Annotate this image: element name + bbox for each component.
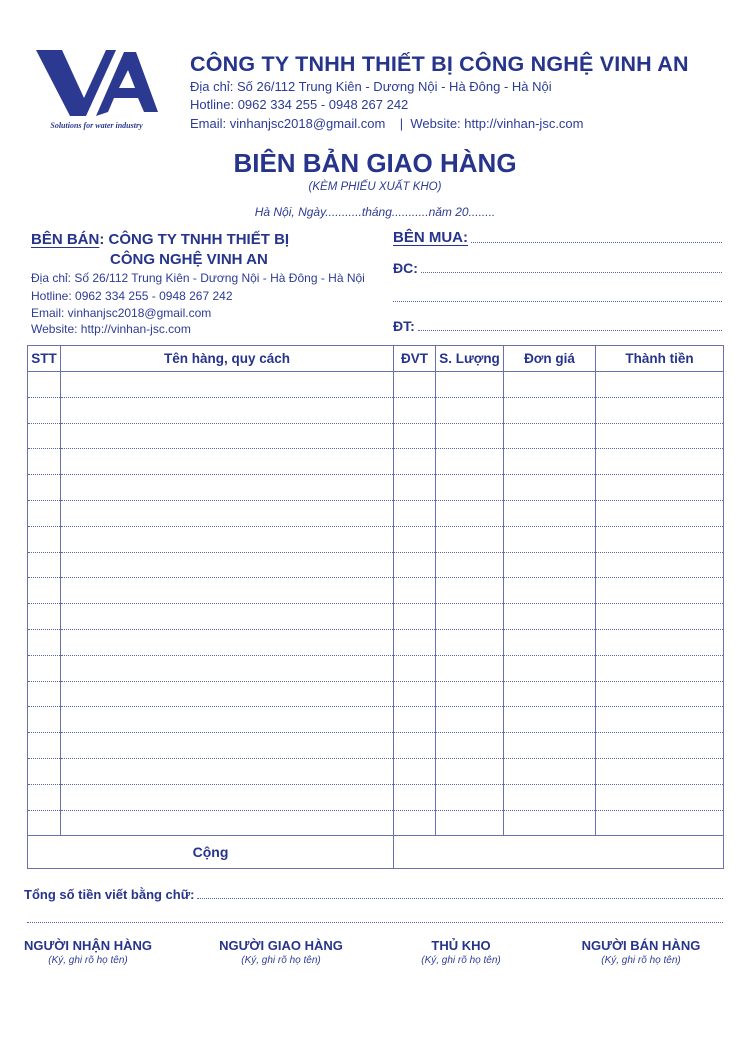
amount-cell[interactable] [596, 552, 724, 578]
stt-cell[interactable] [28, 449, 61, 475]
table-row [28, 733, 724, 759]
amount-cell[interactable] [596, 655, 724, 681]
date-line: Hà Nội, Ngày...........tháng...........năm 20........ [254, 205, 496, 219]
total-label: Cộng [28, 836, 394, 869]
document-title: BIÊN BẢN GIAO HÀNG [233, 148, 517, 178]
unit-price-cell[interactable] [504, 681, 596, 707]
unit-price-cell[interactable] [504, 500, 596, 526]
item-name-cell[interactable] [61, 449, 394, 475]
item-name-cell[interactable] [61, 681, 394, 707]
stt-cell[interactable] [28, 397, 61, 423]
table-header-row [28, 346, 724, 372]
seller-label: BÊN BÁN [31, 231, 100, 248]
signature-note: (Ký, ghi rõ họ tên) [241, 955, 321, 966]
unit-price-cell[interactable] [504, 810, 596, 836]
col-header-unit-price: Đơn giá [504, 346, 596, 372]
quantity-cell[interactable] [436, 733, 504, 759]
quantity-cell[interactable] [436, 758, 504, 784]
table-row [28, 500, 724, 526]
amount-cell[interactable] [596, 475, 724, 501]
col-header-unit: ĐVT [394, 346, 436, 372]
stt-cell[interactable] [28, 500, 61, 526]
unit-price-cell[interactable] [504, 526, 596, 552]
unit-cell[interactable] [394, 423, 436, 449]
unit-cell[interactable] [394, 733, 436, 759]
item-name-cell[interactable] [61, 552, 394, 578]
unit-cell[interactable] [394, 629, 436, 655]
unit-cell[interactable] [394, 526, 436, 552]
item-name-cell[interactable] [61, 758, 394, 784]
stt-cell[interactable] [28, 707, 61, 733]
quantity-cell[interactable] [436, 655, 504, 681]
stt-cell[interactable] [28, 578, 61, 604]
seller-hotline: Hotline: 0962 334 255 - 0948 267 242 [31, 289, 233, 303]
unit-price-cell[interactable] [504, 707, 596, 733]
item-name-cell[interactable] [61, 372, 394, 398]
table-row [28, 372, 724, 398]
stt-cell[interactable] [28, 629, 61, 655]
item-name-cell[interactable] [61, 526, 394, 552]
quantity-cell[interactable] [436, 578, 504, 604]
stt-cell[interactable] [28, 604, 61, 630]
unit-cell[interactable] [394, 655, 436, 681]
unit-cell[interactable] [394, 552, 436, 578]
stt-cell[interactable] [28, 733, 61, 759]
table-row [28, 604, 724, 630]
buyer-address-label: ĐC: [393, 260, 418, 276]
stt-cell[interactable] [28, 758, 61, 784]
company-tagline: Solutions for water industry [50, 121, 143, 130]
unit-cell[interactable] [394, 810, 436, 836]
amount-in-words-field[interactable] [24, 887, 723, 902]
item-name-cell[interactable] [61, 604, 394, 630]
unit-cell[interactable] [394, 475, 436, 501]
item-name-cell[interactable] [61, 500, 394, 526]
signature-warehouse-keeper [376, 938, 546, 966]
buyer-label: BÊN MUA: [393, 229, 468, 246]
unit-price-cell[interactable] [504, 372, 596, 398]
unit-price-cell[interactable] [504, 629, 596, 655]
unit-cell[interactable] [394, 449, 436, 475]
unit-cell[interactable] [394, 604, 436, 630]
unit-price-cell[interactable] [504, 604, 596, 630]
table-row [28, 681, 724, 707]
col-header-quantity: S. Lượng [436, 346, 504, 372]
table-row [28, 423, 724, 449]
va-logo-icon [34, 48, 159, 120]
quantity-cell[interactable] [436, 500, 504, 526]
quantity-cell[interactable] [436, 475, 504, 501]
amount-cell[interactable] [596, 604, 724, 630]
amount-cell[interactable] [596, 707, 724, 733]
seller-name-line2: CÔNG NGHỆ VINH AN [110, 251, 268, 268]
amount-in-words-blank[interactable] [197, 898, 723, 899]
item-name-cell[interactable] [61, 629, 394, 655]
buyer-phone-label: ĐT: [393, 318, 415, 334]
seller-heading [31, 231, 289, 248]
amount-in-words-label: Tổng số tiền viết bằng chữ: [24, 887, 195, 902]
buyer-name-blank[interactable] [471, 242, 722, 243]
signature-title: NGƯỜI NHẬN HÀNG [23, 938, 153, 953]
unit-price-cell[interactable] [504, 397, 596, 423]
quantity-cell[interactable] [436, 810, 504, 836]
unit-price-cell[interactable] [504, 475, 596, 501]
quantity-cell[interactable] [436, 449, 504, 475]
item-name-cell[interactable] [61, 784, 394, 810]
table-row [28, 526, 724, 552]
table-row [28, 578, 724, 604]
stt-cell[interactable] [28, 372, 61, 398]
unit-price-cell[interactable] [504, 758, 596, 784]
stt-cell[interactable] [28, 526, 61, 552]
quantity-cell[interactable] [436, 629, 504, 655]
unit-cell[interactable] [394, 681, 436, 707]
buyer-name-field[interactable] [393, 229, 722, 246]
unit-cell[interactable] [394, 397, 436, 423]
table-row [28, 810, 724, 836]
signature-receiver [3, 938, 173, 966]
signature-note: (Ký, ghi rõ họ tên) [601, 955, 681, 966]
unit-price-cell[interactable] [504, 655, 596, 681]
company-email-website: Email: vinhanjsc2018@gmail.com | Website: http://vinhan-jsc.com [190, 116, 584, 131]
item-name-cell[interactable] [61, 475, 394, 501]
stt-cell[interactable] [28, 423, 61, 449]
unit-price-cell[interactable] [504, 733, 596, 759]
seller-website: Website: http://vinhan-jsc.com [31, 322, 191, 336]
item-name-cell[interactable] [61, 810, 394, 836]
buyer-address-blank[interactable] [421, 272, 722, 273]
col-header-stt: STT [28, 346, 61, 372]
stt-cell[interactable] [28, 552, 61, 578]
quantity-cell[interactable] [436, 604, 504, 630]
seller-email: Email: vinhanjsc2018@gmail.com [31, 306, 212, 320]
amount-cell[interactable] [596, 578, 724, 604]
amount-cell[interactable] [596, 449, 724, 475]
amount-cell[interactable] [596, 397, 724, 423]
table-row [28, 449, 724, 475]
amount-cell[interactable] [596, 733, 724, 759]
amount-cell[interactable] [596, 810, 724, 836]
company-address: Địa chỉ: Số 26/112 Trung Kiên - Dương Nội - Hà Đông - Hà Nội [190, 79, 552, 94]
table-row [28, 784, 724, 810]
seller-address: Địa chỉ: Số 26/112 Trung Kiên - Dương Nội - Hà Đông - Hà Nội [31, 271, 365, 285]
item-name-cell[interactable] [61, 423, 394, 449]
items-table [27, 345, 724, 869]
table-row [28, 552, 724, 578]
stt-cell[interactable] [28, 475, 61, 501]
buyer-address-field[interactable] [393, 260, 722, 276]
amount-cell[interactable] [596, 423, 724, 449]
unit-price-cell[interactable] [504, 552, 596, 578]
item-name-cell[interactable] [61, 733, 394, 759]
item-name-cell[interactable] [61, 707, 394, 733]
table-row [28, 655, 724, 681]
company-name: CÔNG TY TNHH THIẾT BỊ CÔNG NGHỆ VINH AN [190, 52, 689, 76]
quantity-cell[interactable] [436, 552, 504, 578]
signature-title: NGƯỜI BÁN HÀNG [581, 938, 701, 953]
col-header-item-name: Tên hàng, quy cách [61, 346, 394, 372]
signature-deliverer [196, 938, 366, 966]
table-row [28, 629, 724, 655]
unit-cell[interactable] [394, 578, 436, 604]
item-name-cell[interactable] [61, 578, 394, 604]
quantity-cell[interactable] [436, 784, 504, 810]
unit-cell[interactable] [394, 500, 436, 526]
quantity-cell[interactable] [436, 681, 504, 707]
item-name-cell[interactable] [61, 655, 394, 681]
company-hotline: Hotline: 0962 334 255 - 0948 267 242 [190, 97, 409, 112]
buyer-address-blank-2[interactable] [393, 301, 722, 302]
unit-price-cell[interactable] [504, 784, 596, 810]
quantity-cell[interactable] [436, 397, 504, 423]
table-row [28, 397, 724, 423]
table-row [28, 707, 724, 733]
item-name-cell[interactable] [61, 397, 394, 423]
quantity-cell[interactable] [436, 707, 504, 733]
amount-cell[interactable] [596, 758, 724, 784]
stt-cell[interactable] [28, 784, 61, 810]
amount-in-words-blank-2[interactable] [27, 922, 723, 923]
unit-cell[interactable] [394, 372, 436, 398]
signature-seller [556, 938, 726, 966]
document-subtitle: (KÈM PHIẾU XUẤT KHO) [308, 181, 442, 193]
table-row [28, 758, 724, 784]
unit-cell[interactable] [394, 784, 436, 810]
stt-cell[interactable] [28, 655, 61, 681]
buyer-phone-blank[interactable] [418, 330, 722, 331]
total-row [28, 836, 724, 869]
amount-cell[interactable] [596, 526, 724, 552]
signature-note: (Ký, ghi rõ họ tên) [421, 955, 501, 966]
unit-price-cell[interactable] [504, 449, 596, 475]
signature-title: NGƯỜI GIAO HÀNG [219, 938, 343, 953]
total-amount-cell[interactable] [394, 836, 724, 869]
amount-cell[interactable] [596, 629, 724, 655]
signature-note: (Ký, ghi rõ họ tên) [48, 955, 128, 966]
buyer-phone-field[interactable] [393, 318, 722, 334]
unit-price-cell[interactable] [504, 423, 596, 449]
amount-cell[interactable] [596, 784, 724, 810]
amount-cell[interactable] [596, 681, 724, 707]
col-header-amount: Thành tiền [596, 346, 724, 372]
unit-cell[interactable] [394, 707, 436, 733]
quantity-cell[interactable] [436, 372, 504, 398]
quantity-cell[interactable] [436, 526, 504, 552]
signature-title: THỦ KHO [431, 938, 491, 953]
amount-cell[interactable] [596, 500, 724, 526]
stt-cell[interactable] [28, 810, 61, 836]
amount-cell[interactable] [596, 372, 724, 398]
stt-cell[interactable] [28, 681, 61, 707]
unit-cell[interactable] [394, 758, 436, 784]
unit-price-cell[interactable] [504, 578, 596, 604]
table-row [28, 475, 724, 501]
quantity-cell[interactable] [436, 423, 504, 449]
seller-name-line1: : CÔNG TY TNHH THIẾT BỊ [99, 231, 290, 248]
